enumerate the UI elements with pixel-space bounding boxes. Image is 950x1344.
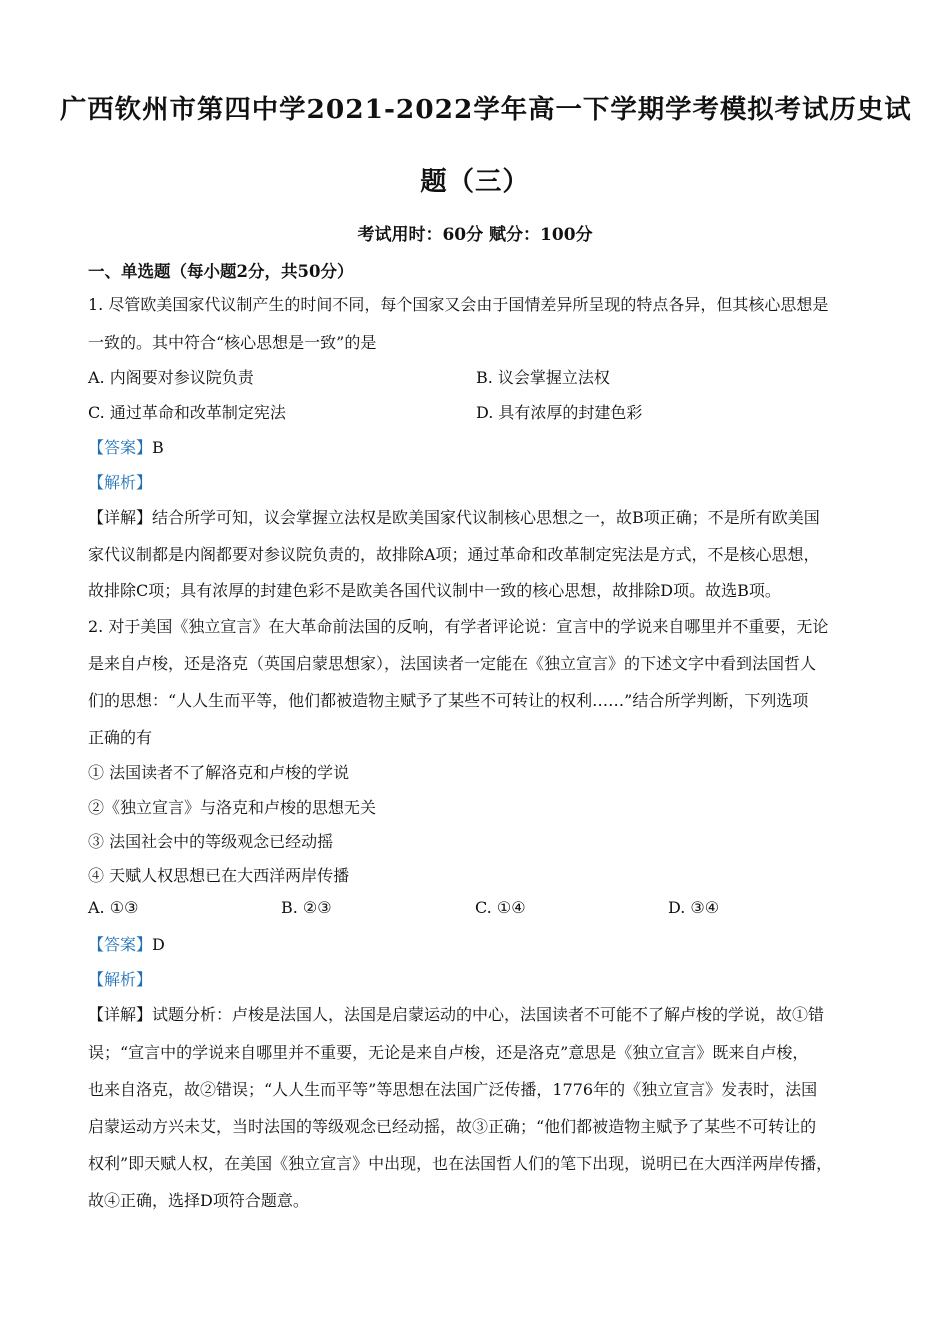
section-heading: 一、单选题（每小题2分，共50分） xyxy=(88,262,354,281)
q2-stem-line-1: 2. 对于美国《独立宣言》在大革命前法国的反响，有学者评论说：宣言中的学说来自哪里并不重要，无论 xyxy=(88,617,829,636)
q2-analysis-tag: 【解析】 xyxy=(88,970,153,989)
q2-answer xyxy=(88,932,165,955)
q2-stem-line-2: 是来自卢梭，还是洛克（英国启蒙思想家），法国读者一定能在《独立宣言》的下述文字中看到法国哲人 xyxy=(88,654,817,673)
q2-option-c: C. ①④ xyxy=(475,898,526,917)
q2-stem-line-4: 正确的有 xyxy=(88,728,153,747)
answer-tag: 【答案】 xyxy=(88,438,153,457)
q1-option-b: B. 议会掌握立法权 xyxy=(476,368,610,387)
detail-tag: 【详解】 xyxy=(88,508,153,527)
q1-stem-line-1: 1. 尽管欧美国家代议制产生的时间不同，每个国家又会由于国情差异所呈现的特点各异，但其核心思想是 xyxy=(88,295,829,314)
q2-option-b: B. ②③ xyxy=(281,898,332,917)
q1-detail-line-3: 故排除C项；具有浓厚的封建色彩不是欧美各国代议制中一致的核心思想，故排除D项。故选B项。 xyxy=(88,581,781,600)
q2-detail-line-1 xyxy=(88,1002,824,1025)
page-title-line-2: 题（三） xyxy=(420,166,530,197)
q2-item-4: ④ 天赋人权思想已在大西洋两岸传播 xyxy=(88,866,350,885)
q2-detail-line-2: 误；“宣言中的学说来自哪里并不重要，无论是来自卢梭，还是洛克”意思是《独立宣言》既来自卢梭， xyxy=(88,1043,809,1062)
exam-info: 考试用时：60分 赋分：100分 xyxy=(357,225,593,245)
q1-option-c: C. 通过革命和改革制定宪法 xyxy=(88,403,286,422)
q1-stem-line-2: 一致的。其中符合“核心思想是一致”的是 xyxy=(88,333,377,352)
q2-detail-line-3: 也来自洛克，故②错误；“人人生而平等”等思想在法国广泛传播，1776年的《独立宣言》发表时，法国 xyxy=(88,1080,818,1099)
q2-option-a: A. ①③ xyxy=(88,898,139,917)
q2-item-3: ③ 法国社会中的等级观念已经动摇 xyxy=(88,832,334,851)
q2-option-d: D. ③④ xyxy=(668,898,720,917)
q1-answer xyxy=(88,435,164,458)
q2-item-1: ① 法国读者不了解洛克和卢梭的学说 xyxy=(88,763,350,782)
q2-item-2: ②《独立宣言》与洛克和卢梭的思想无关 xyxy=(88,798,377,817)
q1-detail-line-1 xyxy=(88,505,820,528)
q1-analysis-tag: 【解析】 xyxy=(88,473,153,492)
detail-text: 试题分析：卢梭是法国人，法国是启蒙运动的中心，法国读者不可能不了解卢梭的学说，故①错 xyxy=(152,1005,825,1024)
answer-tag: 【答案】 xyxy=(88,935,153,954)
detail-tag: 【详解】 xyxy=(88,1005,153,1024)
q1-option-a: A. 内阁要对参议院负责 xyxy=(88,368,254,387)
q2-detail-line-6: 故④正确，选择D项符合题意。 xyxy=(88,1191,309,1210)
answer-value: D xyxy=(152,935,165,954)
q2-detail-line-5: 权利”即天赋人权，在美国《独立宣言》中出现，也在法国哲人们的笔下出现，说明已在大西洋两岸传播， xyxy=(88,1154,833,1173)
q1-option-d: D. 具有浓厚的封建色彩 xyxy=(476,403,643,422)
q2-stem-line-3: 们的思想：“人人生而平等，他们都被造物主赋予了某些不可转让的权利……”结合所学判断，下列选项 xyxy=(88,691,809,710)
detail-text: 结合所学可知，议会掌握立法权是欧美国家代议制核心思想之一，故B项正确；不是所有欧美国 xyxy=(152,508,820,527)
q2-detail-line-4: 启蒙运动方兴未艾，当时法国的等级观念已经动摇，故③正确；“他们都被造物主赋予了某些不可转让的 xyxy=(88,1117,817,1136)
answer-value: B xyxy=(152,438,164,457)
page-title-line-1: 广西钦州市第四中学2021-2022学年高一下学期学考模拟考试历史试 xyxy=(60,94,912,125)
q1-detail-line-2: 家代议制都是内阁都要对参议院负责的，故排除A项；通过革命和改革制定宪法是方式，不是核心思想， xyxy=(88,545,820,564)
